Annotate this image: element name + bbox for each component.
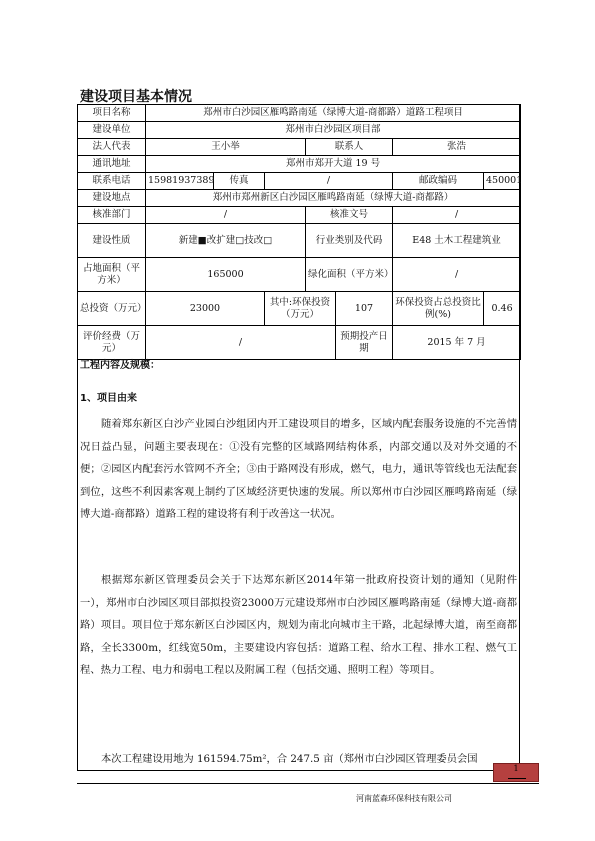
paragraph: 根据郑东新区管理委员会关于下达郑东新区2014年第一批政府投资计划的通知（见附件一），郑州市白沙园区项目部拟投资23000万元建设郑州市白沙园区雁鸣路南延（绿博大道-商都路）项目。项目位于郑东新区白沙园区内，规划为南北向城市主干路，北起绿博大道，南至商都路，全长3300m，红线宽50m，主要建设内容包括：道路工程、给水工程、排水工程、燃气工程、热力工程、电力和弱电工程以及附属工程（包括交通、照明工程）等项目。: [80, 574, 517, 676]
area-value: 165000: [146, 258, 306, 292]
green-value: /: [393, 258, 521, 292]
project-name-label: 项目名称: [78, 105, 146, 122]
fax-value: /: [265, 173, 393, 190]
legal-label: 法人代表: [78, 139, 146, 156]
page-number: 1: [513, 764, 519, 773]
approve-doc-value: /: [393, 207, 521, 224]
footer-company: 河南蓝森环保科技有限公司: [356, 794, 452, 803]
address-value: 郑州市郑开大道 19 号: [146, 156, 521, 173]
table-row: [78, 292, 521, 326]
table-row: [78, 156, 521, 173]
phone-value: 15981937389: [146, 173, 214, 190]
table-row: [78, 139, 521, 156]
project-info-table: [77, 104, 521, 360]
table-row: [78, 122, 521, 139]
address-label: 通讯地址: [78, 156, 146, 173]
env-invest-value: 107: [336, 292, 393, 326]
phone-label: 联系电话: [78, 173, 146, 190]
unit-value: 郑州市白沙园区项目部: [146, 122, 521, 139]
approve-dept-value: /: [146, 207, 306, 224]
industry-value: E48 土木工程建筑业: [393, 224, 521, 258]
site-value: 郑州市郑州新区白沙园区雁鸣路南延（绿博大道-商都路）: [146, 190, 521, 207]
prod-date-label: 预期投产日期: [336, 326, 393, 360]
prod-date-value: 2015 年 7 月: [393, 326, 521, 360]
table-row: [78, 258, 521, 292]
table-row: [78, 326, 521, 360]
invest-label: 总投资（万元）: [78, 292, 146, 326]
industry-label: 行业类别及代码: [306, 224, 393, 258]
approve-doc-label: 核准文号: [306, 207, 393, 224]
table-row: [78, 190, 521, 207]
env-invest-label: 其中:环保投资（万元）: [265, 292, 336, 326]
section-title: 工程内容及规模：: [80, 360, 160, 371]
approve-dept-label: 核准部门: [78, 207, 146, 224]
env-ratio-value: 0.46: [484, 292, 521, 326]
eval-fee-label: 评价经费（万元）: [78, 326, 146, 360]
footer-divider: [77, 783, 539, 784]
sub-title: 1、项目由来: [80, 393, 137, 404]
area-label: 占地面积（平方米）: [78, 258, 146, 292]
postcode-label: 邮政编码: [393, 173, 484, 190]
site-label: 建设地点: [78, 190, 146, 207]
table-row: [78, 173, 521, 190]
fax-label: 传真: [214, 173, 265, 190]
page-number-badge: [493, 763, 539, 782]
nature-label: 建设性质: [78, 224, 146, 258]
green-label: 绿化面积（平方米）: [306, 258, 393, 292]
env-ratio-label: 环保投资占总投资比例(%): [393, 292, 484, 326]
invest-value: 23000: [146, 292, 265, 326]
legal-value: 王小举: [146, 139, 306, 156]
eval-fee-value: /: [146, 326, 336, 360]
postcode-value: 450001: [484, 173, 521, 190]
table-row: [78, 224, 521, 258]
unit-label: 建设单位: [78, 122, 146, 139]
nature-value: 新建■改扩建□技改□: [146, 224, 306, 258]
page-title: 建设项目基本情况: [80, 89, 192, 105]
contact-value: 张浩: [393, 139, 521, 156]
project-name-value: 郑州市白沙园区雁鸣路南延（绿博大道-商都路）道路工程项目: [146, 105, 521, 122]
paragraph: 随着郑东新区白沙产业园白沙组团内开工建设项目的增多，区域内配套服务设施的不完善情况日益凸显，问题主要表现在：①没有完整的区域路网结构体系，内部交通以及对外交通的不便；②园区内配套污水管网不齐全；③由于路网没有形成，燃气，电力，通讯等管线也无法配套到位，这些不利因素客观上制约了区域经济更快速的发展。所以郑州市白沙园区雁鸣路南延（绿博大道-商都路）道路工程的建设将有利于改善这一状况。: [80, 418, 517, 520]
contact-label: 联系人: [306, 139, 393, 156]
page-number-underline: [508, 778, 526, 779]
paragraph: 本次工程建设用地为 161594.75m²，合 247.5 亩（郑州市白沙园区管理委员会国: [101, 753, 478, 765]
table-row: [78, 207, 521, 224]
table-row: [78, 105, 521, 122]
